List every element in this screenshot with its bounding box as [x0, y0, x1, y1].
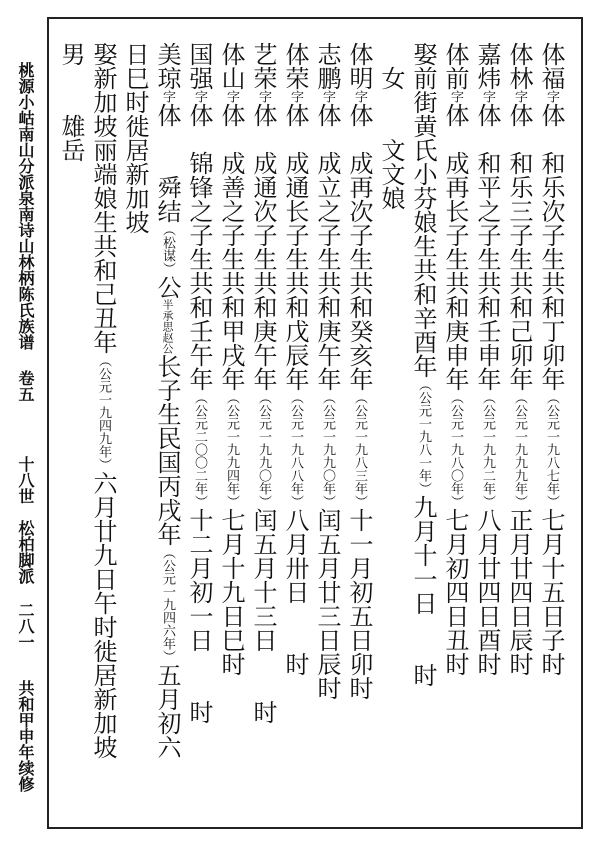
- entry-column: 艺荣字体 成通次子生共和庚午年（公元一九九〇年）闰五月十三日 时: [249, 42, 277, 724]
- chapter-label: 卷五: [16, 370, 35, 402]
- generation-label: 十八世 松柏脚派: [16, 456, 35, 584]
- entry-column: 体山字体 成善之子生共和甲戌年（公元一九九四年）七月十九日巳时: [217, 42, 245, 676]
- entry-column: 男 雄岳: [57, 42, 85, 162]
- entry-column: 女 文文娘: [377, 42, 405, 210]
- entry-column: 体荣字体 成通长子生共和戊辰年（公元一九八八年）八月卅日 时: [281, 42, 309, 676]
- entry-column: 志鹏字体 成立之子生共和庚午年（公元一九九〇年）闰五月廿三日辰时: [313, 42, 341, 700]
- genealogy-title: 桃源小岵南山分派泉南诗山林柄陈氏族谱: [16, 62, 35, 350]
- entry-column: 国强字体 锦锋之子生共和壬午年（公元二〇〇二年）十二月初一日 时: [185, 42, 213, 724]
- entry-column: 娶前街黄氏小芬娘生共和辛酉年（公元一九八一年）九月十一日 时: [409, 42, 437, 687]
- entry-column: 娶新加坡丽端娘生共和己丑年（公元一九四九年）六月廿九日午时徙居新加坡: [89, 42, 117, 759]
- edition-label: 共和甲申年续修: [16, 680, 35, 792]
- entry-column: 体福字体 和乐次子生共和丁卯年（公元一九八七年）七月十五日子时: [537, 42, 565, 676]
- entry-column: 体明字体 成再次子生共和癸亥年（公元一九八三年）十一月初五日卯时: [345, 42, 373, 700]
- entry-column: 美琼字体 舜结（松谋）公半承思赵公长子生民国丙戌年（公元一九四六年）五月初六: [153, 42, 181, 759]
- entry-column: 体林字体 和乐三子生共和己卯年（公元一九九九年）正月廿四日辰时: [505, 42, 533, 676]
- entry-column: 体前字体 成再长子生共和庚申年（公元一九八〇年）七月初四日丑时: [441, 42, 469, 676]
- entry-column: 日巳时徙居新加坡: [121, 42, 149, 234]
- page-number: 二八一: [16, 602, 35, 650]
- entry-column: 嘉炜字体 和平之子生共和壬申年（公元一九九二年）八月廿四日酉时: [473, 42, 501, 676]
